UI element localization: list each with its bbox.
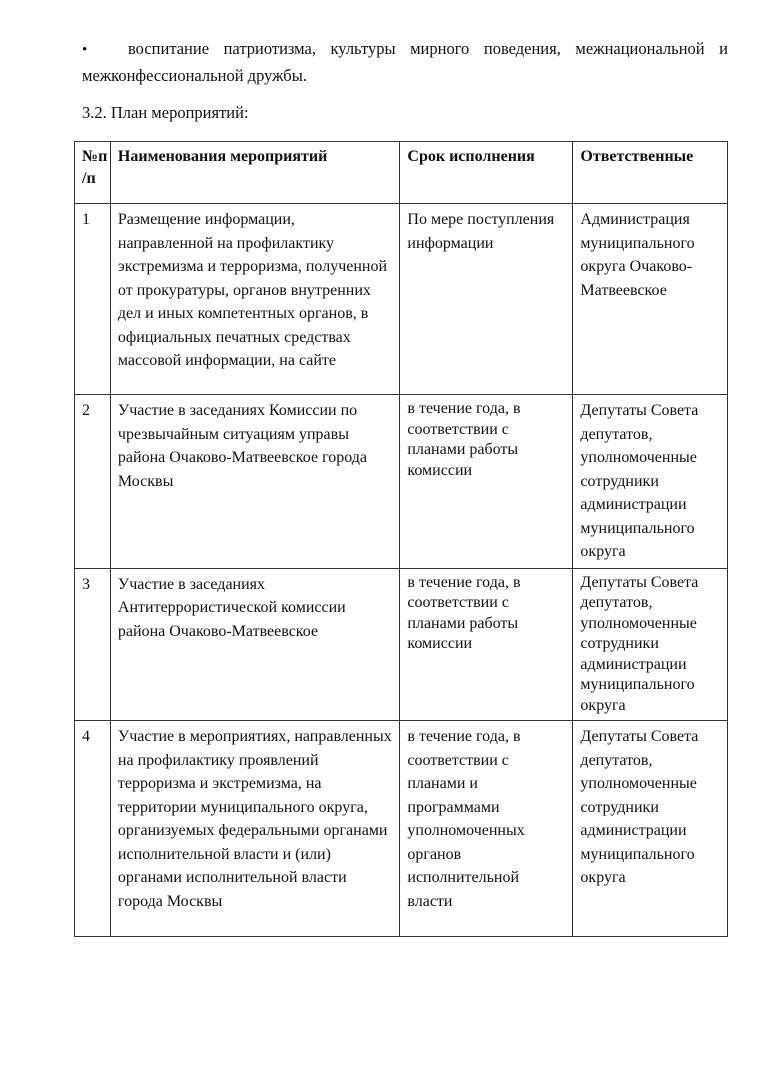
row-deadline: По мере поступления информации <box>400 204 573 395</box>
table-header-row <box>75 142 728 204</box>
row-deadline: в течение года, в соответствии с планами и программами уполномоченных органов исполнительной власти <box>400 721 573 937</box>
table-row <box>75 204 728 395</box>
table-row <box>75 395 728 569</box>
events-plan-table <box>74 141 728 937</box>
header-event-name: Наименования мероприятий <box>110 142 399 204</box>
row-event-name: Размещение информации, направленной на профилактику экстремизма и терроризма, полученной от прокуратуры, органов внутренних дел и иных компетентных органов, в официальных печатных средствах массовой информации, на сайте <box>110 204 399 395</box>
row-number: 2 <box>75 395 111 569</box>
row-number: 4 <box>75 721 111 937</box>
row-responsible: Депутаты Совета депутатов, уполномоченные сотрудники администрации муниципального округа <box>573 395 728 569</box>
row-event-name: Участие в заседаниях Антитеррористической комиссии района Очаково-Матвеевское <box>110 568 399 721</box>
section-heading: 3.2. План мероприятий: <box>82 103 249 122</box>
table-row <box>75 721 728 937</box>
row-event-name: Участие в мероприятиях, направленных на профилактику проявлений терроризма и экстремизма, на территории муниципального округа, организуемых федеральными органами исполнительной власти и (или) органами исполнительной власти города Москвы <box>110 721 399 937</box>
row-event-name: Участие в заседаниях Комиссии по чрезвычайным ситуациям управы района Очаково-Матвеевское города Москвы <box>110 395 399 569</box>
bullet-paragraph <box>82 36 728 88</box>
row-responsible: Депутаты Совета депутатов, уполномоченные сотрудники администрации муниципального округа <box>573 721 728 937</box>
row-deadline: в течение года, в соответствии с планами работы комиссии <box>400 568 573 721</box>
header-responsible: Ответственные <box>573 142 728 204</box>
row-deadline: в течение года, в соответствии с планами работы комиссии <box>400 395 573 569</box>
table-row <box>75 568 728 721</box>
row-number: 3 <box>75 568 111 721</box>
header-number: №п /п <box>75 142 111 204</box>
row-responsible: Администрация муниципального округа Очаково-Матвеевское <box>573 204 728 395</box>
header-deadline: Срок исполнения <box>400 142 573 204</box>
row-responsible: Депутаты Совета депутатов, уполномоченные сотрудники администрации муниципального округа <box>573 568 728 721</box>
bullet-text: воспитание патриотизма, культуры мирного поведения, межнациональной и межконфессиональной дружбы. <box>82 39 728 85</box>
row-number: 1 <box>75 204 111 395</box>
bullet-icon: • <box>82 42 88 58</box>
